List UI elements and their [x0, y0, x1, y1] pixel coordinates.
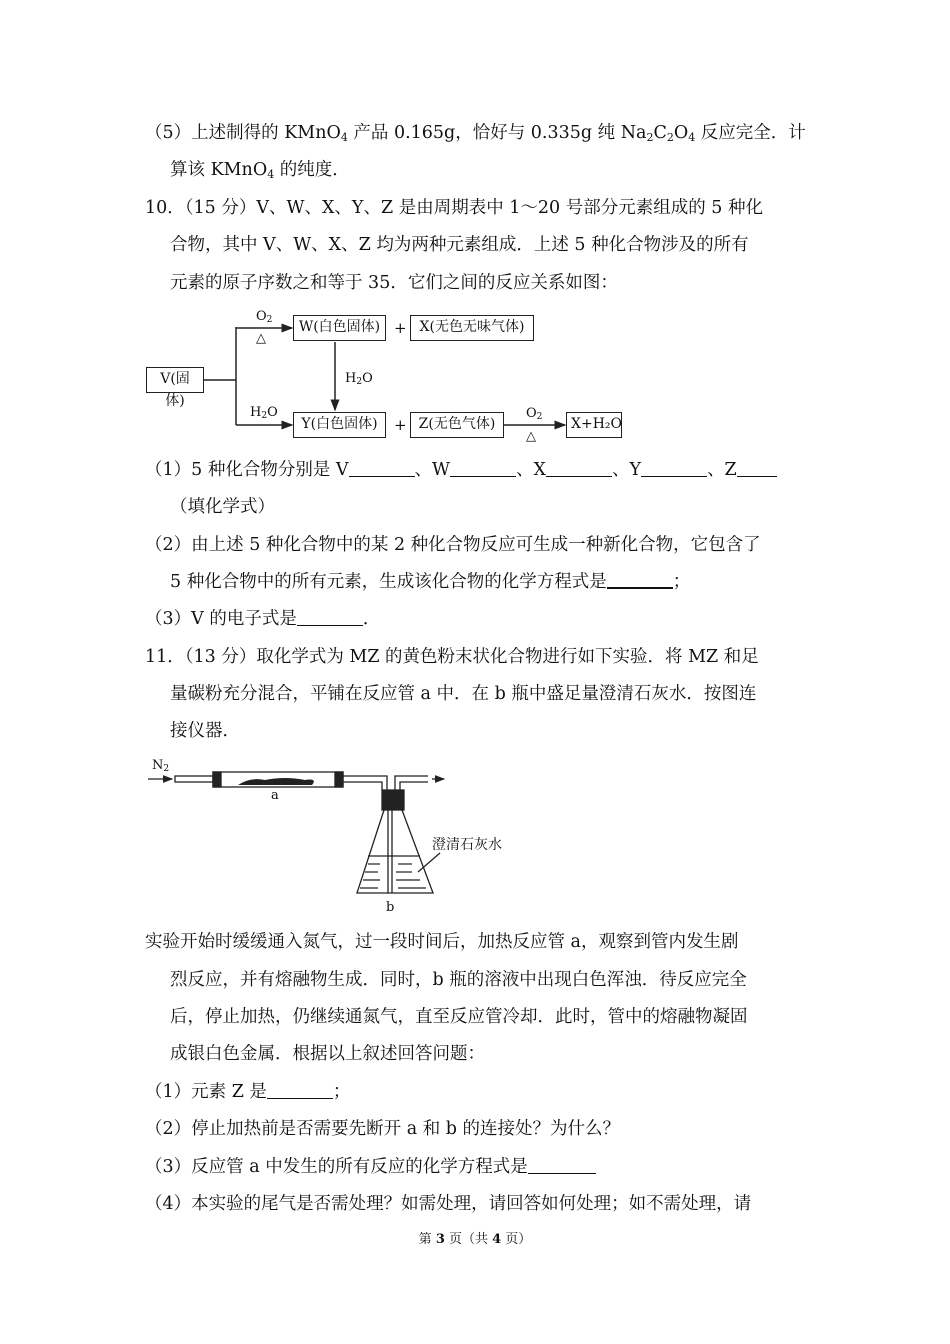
subscript: 2 — [261, 411, 268, 421]
text: 、W — [414, 460, 451, 480]
plus-sign: + — [394, 416, 407, 434]
q10-line-1: 10．（15 分）V、W、X、Y、Z 是由周期表中 1～20 号部分元素组成的 5 种化 — [145, 198, 763, 218]
q11-para-4: 成银白色金属．根据以上叙述回答问题： — [170, 1044, 485, 1064]
q10-sub-1-note: （填化学式） — [170, 497, 275, 517]
q11-para-2: 烈反应，并有熔融物生成．同时，b 瓶的溶液中出现白色浑浊．待反应完全 — [170, 970, 747, 990]
q10-line-2: 合物，其中 V、W、X、Z 均为两种元素组成．上述 5 种化合物涉及的所有 — [170, 235, 749, 255]
box-x-h2o: X+H₂O — [566, 412, 622, 438]
subscript: 2 — [646, 131, 654, 144]
page-number: 3 — [435, 1232, 445, 1247]
answer-blank[interactable] — [267, 1081, 333, 1099]
q11-para-1: 实验开始时缓缓通入氮气，过一段时间后，加热反应管 a，观察到管内发生剧 — [145, 932, 739, 952]
total-pages: 4 — [492, 1232, 502, 1247]
text: O — [526, 406, 537, 421]
text: （5）上述制得的 KMnO — [145, 123, 341, 143]
q11-line-3: 接仪器． — [170, 721, 240, 741]
text: O — [673, 123, 689, 143]
answer-blank[interactable] — [528, 1156, 596, 1174]
text: O — [256, 309, 267, 324]
n2-label — [152, 759, 169, 773]
tube-a-label: a — [271, 788, 279, 803]
box-v: V(固体) — [146, 367, 204, 393]
q10-sub-2: （2）由上述 5 种化合物中的某 2 种化合物反应可生成一种新化合物，它包含了 — [145, 535, 761, 555]
text: N — [152, 758, 164, 773]
text: 第 — [418, 1232, 436, 1247]
text: O — [267, 405, 278, 420]
subscript: 2 — [163, 764, 170, 774]
subscript: 2 — [666, 131, 674, 144]
subscript: 2 — [356, 377, 363, 387]
text: 页） — [501, 1232, 532, 1247]
text: H — [345, 371, 357, 386]
text: 、X — [516, 460, 546, 480]
text: 5 种化合物中的所有元素，生成该化合物的化学方程式是 — [170, 572, 607, 592]
text: （1）5 种化合物分别是 V — [145, 460, 349, 480]
text: 页（共 — [444, 1232, 493, 1247]
text: ． — [362, 609, 381, 629]
text: 产品 0.165g，恰好与 0.335g 纯 Na — [347, 123, 647, 143]
subscript: 4 — [340, 131, 348, 144]
text: O — [362, 371, 373, 386]
box-y: Y(白色固体) — [293, 412, 386, 438]
subscript: 4 — [267, 168, 275, 181]
heat-delta-icon: △ — [256, 331, 266, 346]
text: ； — [332, 1082, 351, 1102]
plus-sign: + — [394, 319, 407, 337]
q11-sub-2: （2）停止加热前是否需要先断开 a 和 b 的连接处？为什么？ — [145, 1119, 621, 1139]
page-footer — [0, 1228, 950, 1247]
q11-sub-1 — [145, 1080, 350, 1104]
subscript: 4 — [688, 131, 696, 144]
box-z: Z(无色气体) — [410, 412, 504, 438]
q11-line-2: 量碳粉充分混合，平铺在反应管 a 中．在 b 瓶中盛足量澄清石灰水．按图连 — [170, 684, 757, 704]
q11-sub-4: （4）本实验的尾气是否需处理？如需处理，请回答如何处理；如不需处理，请 — [145, 1194, 752, 1214]
text: 、Z — [707, 460, 737, 480]
text: （1）元素 Z 是 — [145, 1082, 267, 1102]
text: 的纯度． — [274, 160, 350, 180]
q11-line-1: 11．（13 分）取化学式为 MZ 的黄色粉末状化合物进行如下实验．将 MZ 和足 — [145, 647, 759, 667]
subscript: 2 — [266, 315, 273, 325]
text: ； — [672, 572, 691, 592]
text: 反应完全．计 — [695, 123, 806, 143]
q10-line-3: 元素的原子序数之和等于 35．它们之间的反应关系如图： — [170, 273, 618, 293]
text: （3）反应管 a 中发生的所有反应的化学方程式是 — [145, 1157, 528, 1177]
text: 算该 KMnO — [170, 160, 268, 180]
subscript: 2 — [536, 412, 543, 422]
text: C — [653, 123, 667, 143]
q11-sub-3 — [145, 1155, 596, 1179]
text: （3）V 的电子式是 — [145, 609, 297, 629]
box-w: W(白色固体) — [293, 315, 386, 341]
limewater-label: 澄清石灰水 — [432, 837, 502, 853]
box-x: X(无色无味气体) — [410, 315, 534, 341]
q11-para-3: 后，停止加热，仍继续通氮气，直至反应管冷却．此时，管中的熔融物凝固 — [170, 1007, 748, 1027]
heat-delta-icon: △ — [526, 429, 536, 444]
flask-b-label: b — [386, 900, 395, 915]
text: 、Y — [612, 460, 642, 480]
text: H — [250, 405, 262, 420]
